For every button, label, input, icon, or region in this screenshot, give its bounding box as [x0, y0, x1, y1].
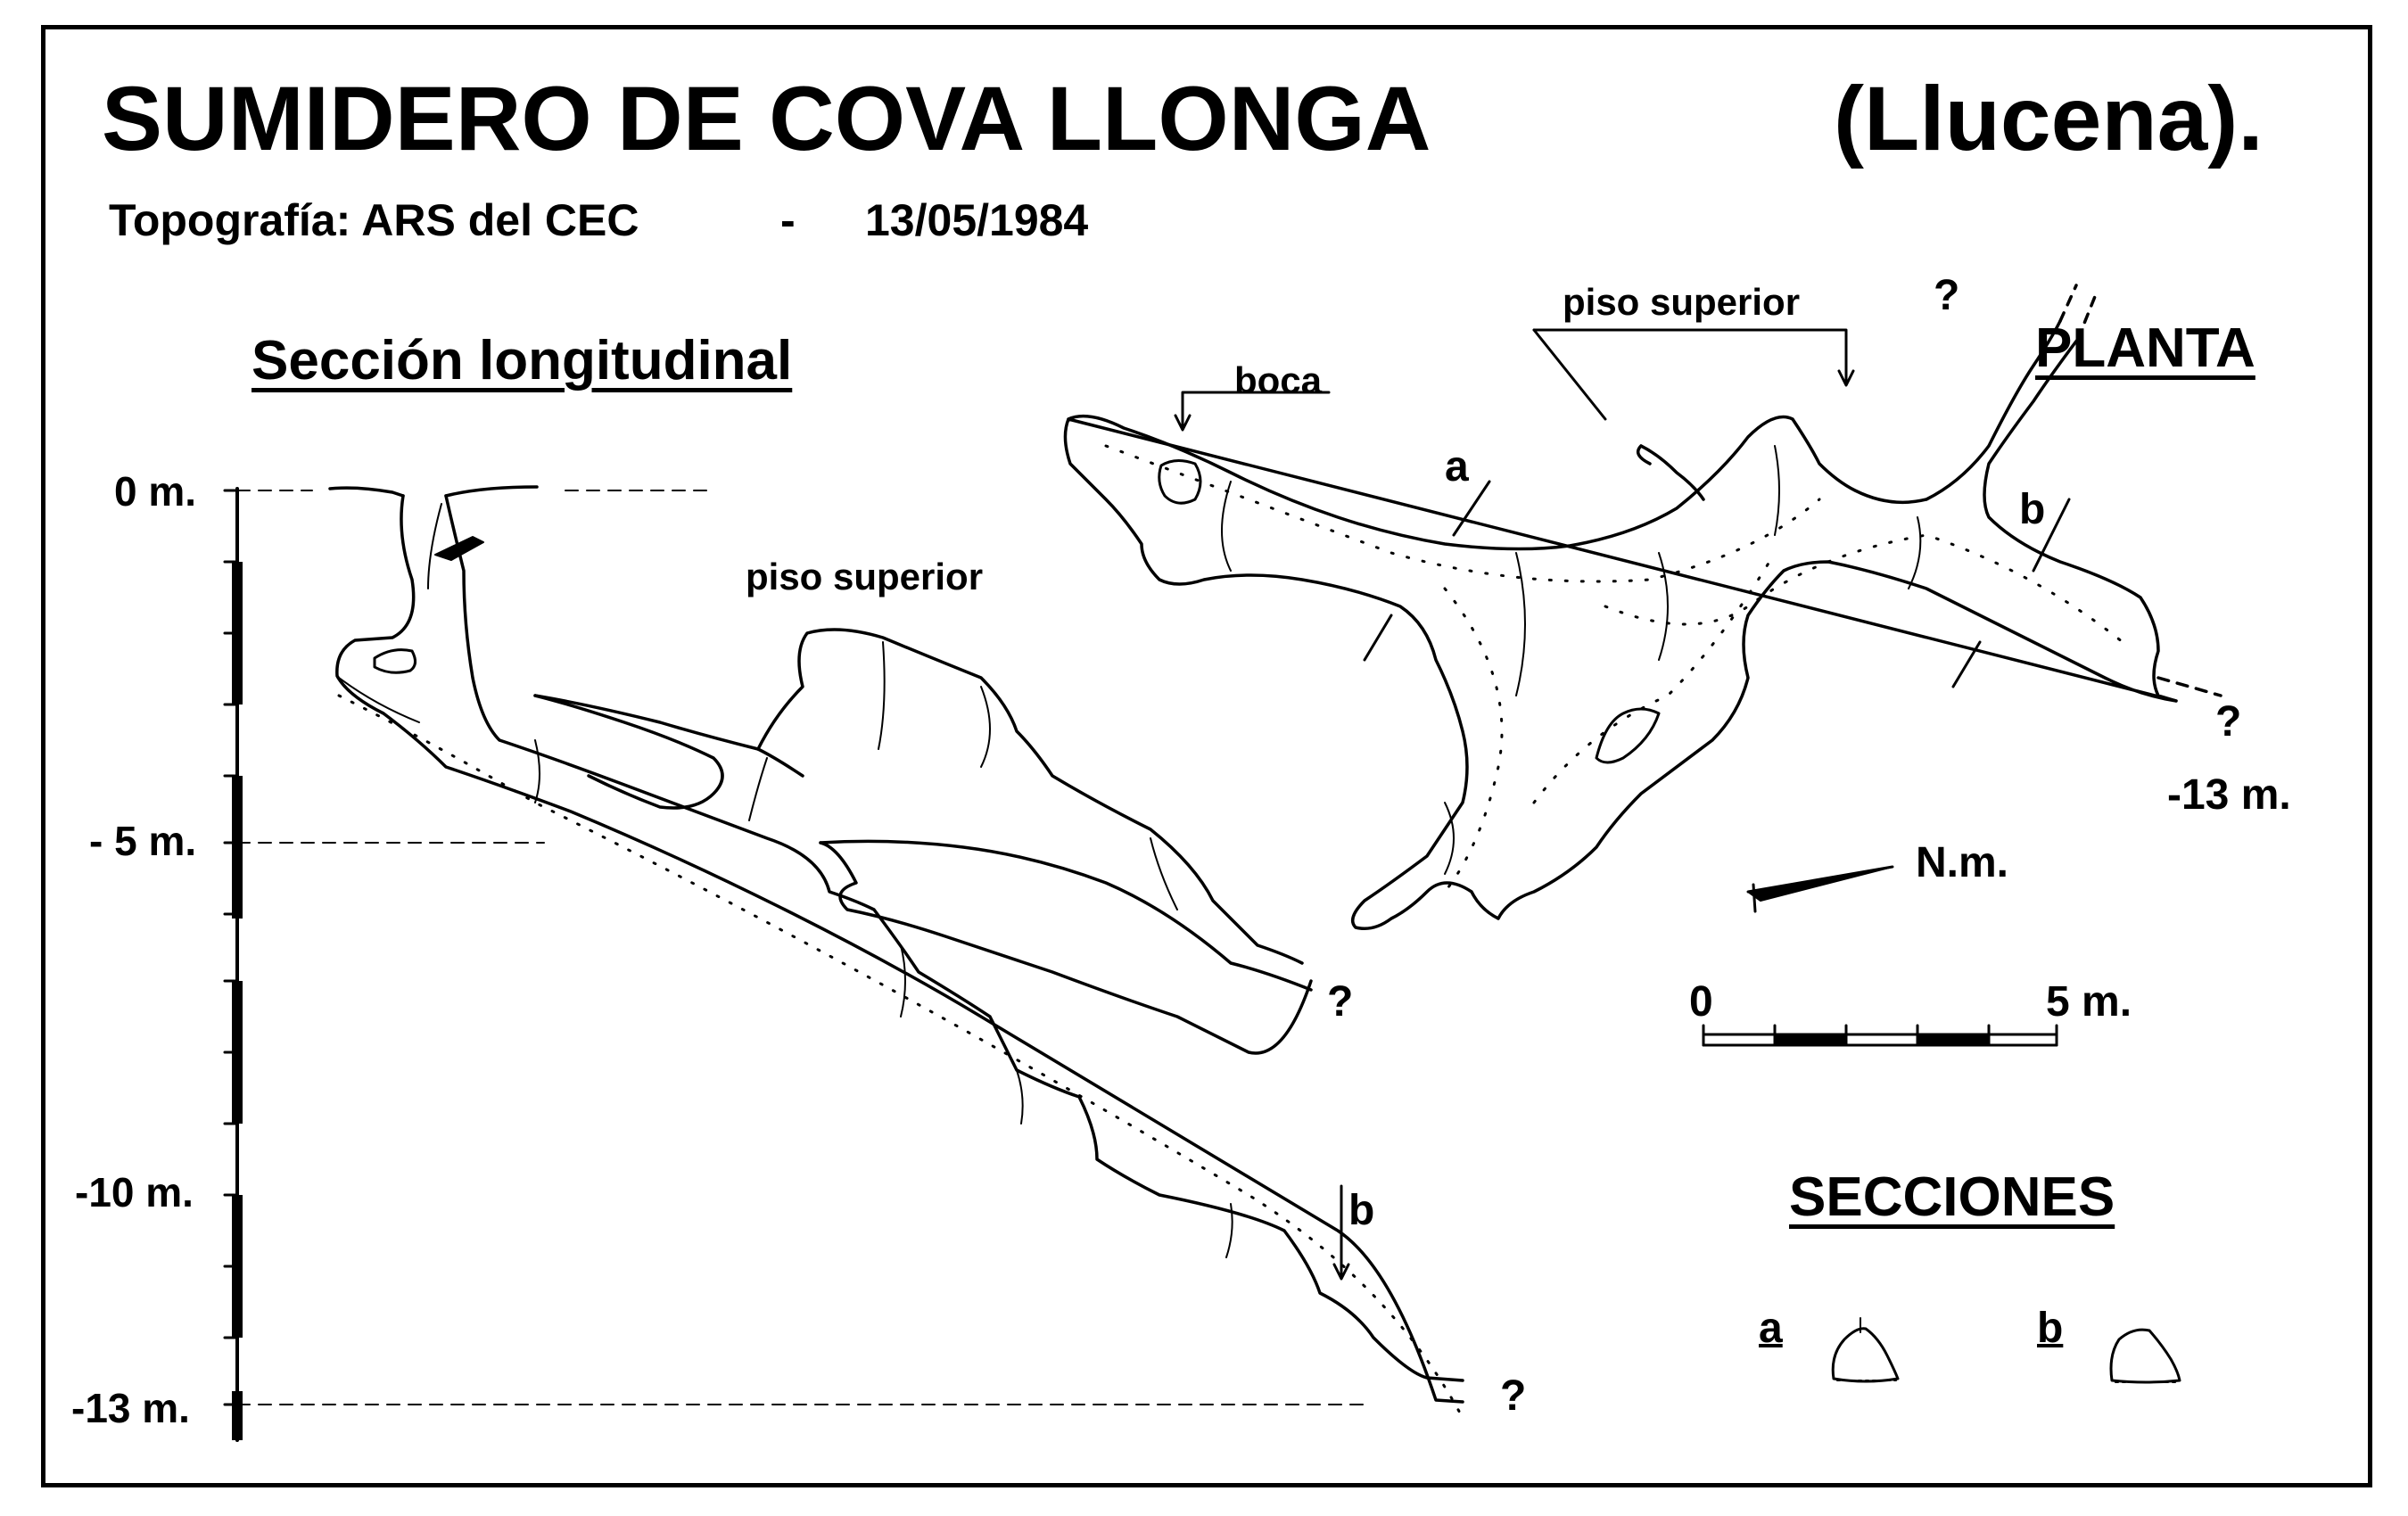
scale-bar-start: 0 [1689, 978, 1713, 1026]
plan-outline [1065, 281, 2221, 928]
depth-label-10: -10 m. [75, 1169, 194, 1215]
longitudinal-section-heading: Sección longitudinal [252, 330, 793, 391]
depth-label-5: - 5 m. [89, 818, 197, 864]
scale-bar-end: 5 m. [2046, 978, 2132, 1026]
cross-section-b [2111, 1330, 2180, 1382]
survey-credit: Topografía: ARS del CEC [109, 195, 639, 245]
plan-unknown-top: ? [1934, 272, 1960, 319]
scale-bar [1703, 1026, 2057, 1045]
survey-dash: - [780, 195, 796, 245]
cross-section-a-label: a [1759, 1305, 1783, 1352]
plan-heading: PLANTA [2035, 317, 2255, 379]
north-arrow [1748, 867, 1893, 911]
plan-section-a-label: a [1445, 443, 1469, 490]
depth-label-13: -13 m. [71, 1385, 190, 1431]
longitudinal-profile [330, 487, 1463, 1402]
depth-ruler [225, 489, 1365, 1440]
map-title-place: (Llucena). [1834, 68, 2264, 169]
survey-date: 13/05/1984 [865, 195, 1089, 245]
longitudinal-unknown-upper: ? [1327, 978, 1354, 1026]
plan-end-depth: -13 m. [2167, 771, 2291, 819]
plan-unknown-end: ? [2215, 698, 2242, 746]
sections-heading: SECCIONES [1789, 1166, 2115, 1228]
cross-section-a [1833, 1318, 1898, 1381]
longitudinal-section-b-label: b [1348, 1187, 1375, 1234]
depth-label-0: 0 m. [114, 468, 197, 515]
plan-upper-level-label: piso superior [1563, 281, 1801, 323]
cross-section-b-label: b [2037, 1305, 2064, 1352]
north-label: N.m. [1916, 839, 2009, 886]
plan-section-b-label: b [2019, 486, 2046, 533]
map-title: SUMIDERO DE COVA LLONGA [102, 68, 1431, 169]
longitudinal-unknown-lower: ? [1500, 1372, 1527, 1420]
longitudinal-upper-level-label: piso superior [746, 556, 984, 597]
entrance-label: boca [1234, 359, 1323, 401]
